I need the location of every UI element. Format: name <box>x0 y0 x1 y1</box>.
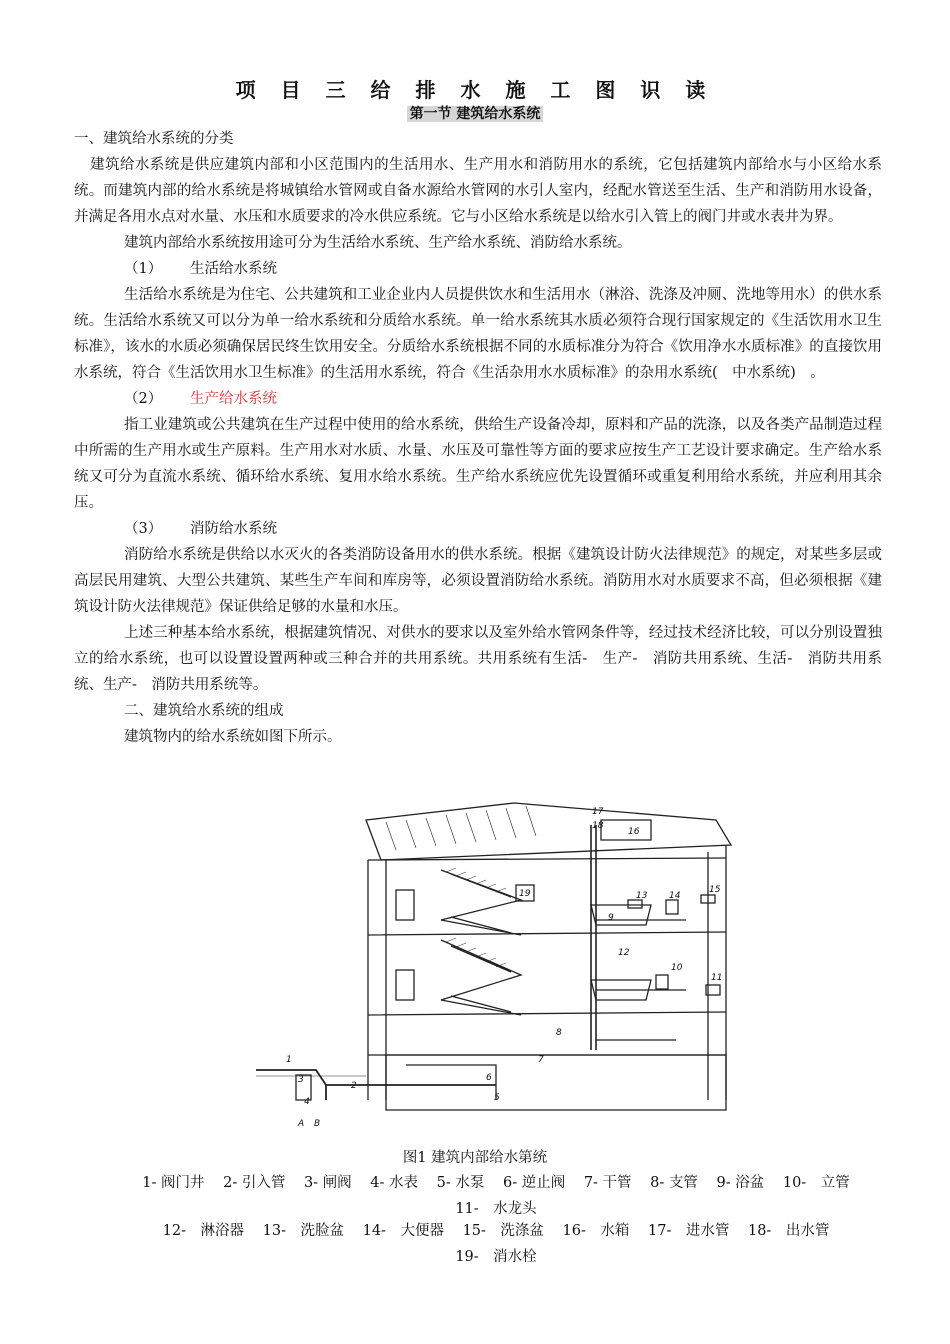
legend-item: 7- 干管 <box>583 1175 632 1191</box>
section-subtitle-text: 第一节 建筑给水系统 <box>407 106 544 122</box>
document-title: 项 目 三 给 排 水 施 工 图 识 读 <box>235 78 715 102</box>
label-14: 14 <box>669 891 681 901</box>
paragraph-classification: 建筑内部给水系统按用途可分为生活给水系统、生产给水系统、消防给水系统。 <box>124 235 632 251</box>
section-heading-1: 一、建筑给水系统的分类 <box>74 131 234 147</box>
label-3: 3 <box>298 1075 304 1085</box>
staircase-lower <box>441 940 521 1015</box>
label-4: 4 <box>304 1097 310 1107</box>
legend-item: 14- 大便器 <box>362 1223 444 1239</box>
label-8: 8 <box>556 1028 562 1038</box>
subheading-3 <box>74 516 882 542</box>
label-A: A <box>298 1119 305 1129</box>
legend-item: 3- 闸阀 <box>303 1175 352 1191</box>
subheading-1 <box>74 256 882 282</box>
legend-item: 8- 支管 <box>650 1175 698 1191</box>
subheading-1-title: 生活给水系统 <box>190 261 277 277</box>
subheading-3-number: （3） <box>124 521 163 537</box>
paragraph-intro: 建筑给水系统是供应建筑内部和小区范围内的生活用水、生产用水和消防用水的系统，它包括建筑内部给水与小区给水系统。而建筑内部的给水系统是将城镇给水管网或自备水源给水管网的水引人室内，经配水管送至生活、生产和消防用水设备，并满足各用水点对水量、水压和水质要求的冷水供应系统。它与小区给水系统是以给水引入管上的阀门井或水表井为界。 <box>74 157 882 225</box>
figure-legend-line-1 <box>118 1170 888 1222</box>
body-text <box>74 126 882 750</box>
legend-item: 15- 洗涤盆 <box>462 1223 544 1239</box>
floor-lines <box>368 858 726 1055</box>
label-18: 18 <box>592 821 604 831</box>
subheading-3-title: 消防给水系统 <box>190 521 277 537</box>
legend-item: 11- 水龙头 <box>455 1201 537 1217</box>
subheading-2-number: （2） <box>124 391 163 407</box>
legend-item: 1- 阀门井 <box>142 1175 205 1191</box>
legend-item: 18- 出水管 <box>747 1223 830 1239</box>
label-6: 6 <box>486 1073 492 1083</box>
paragraph-fire-water: 消防给水系统是供给以水灭火的各类消防设备用水的供水系统。根据《建筑设计防火法律规范》的规定，对某些多层或高层民用建筑、大型公共建筑、某些生产车间和库房等，必须设置消防给水系统。消防用水对水质要求不高，但必须根据《建筑设计防火法律规范》保证供给足够的水量和水压。 <box>74 547 882 615</box>
label-B: B <box>314 1119 321 1129</box>
legend-item: 17- 进水管 <box>648 1223 730 1239</box>
figure-legend-line-2 <box>118 1218 888 1270</box>
label-12: 12 <box>618 948 630 958</box>
label-7: 7 <box>538 1055 544 1065</box>
subheading-1-number: （1） <box>124 261 163 277</box>
window-lower <box>396 970 414 1000</box>
label-11: 11 <box>711 973 723 983</box>
legend-item: 4- 水表 <box>370 1175 419 1191</box>
water-supply-line <box>256 1070 496 1100</box>
label-10: 10 <box>671 963 683 973</box>
paragraph-living-water: 生活给水系统是为住宅、公共建筑和工业企业内人员提供饮水和生活用水（淋浴、洗涤及冲厕、洗地等用水）的供水系统。生活给水系统又可以分为单一给水系统和分质给水系统。单一给水系统其水质必须符合现行国家规定的《生活饮用水卫生标准》，该水的水质必须确保居民终生饮用安全。分质给水系统根据不同的水质标准分为符合《饮用净水水质标准》的直接饮用水系统，符合《生活饮用水卫生标准》的生活用水系统，符合《生活杂用水水质标准》的杂用水系统( 中水系统) 。 <box>74 287 882 381</box>
window-upper <box>396 890 414 920</box>
legend-item: 9- 浴盆 <box>716 1175 765 1191</box>
label-19: 19 <box>519 889 531 899</box>
legend-item: 5- 水泵 <box>436 1175 485 1191</box>
label-1: 1 <box>286 1055 292 1065</box>
subheading-2-title: 生产给水系统 <box>190 391 277 407</box>
washbasin-upper <box>628 900 642 908</box>
roof-hatching <box>386 806 536 850</box>
legend-item: 10- 立管 <box>782 1175 850 1191</box>
figure-caption: 图1 建筑内部给水第统 <box>402 1150 548 1166</box>
section-subtitle <box>0 103 950 123</box>
paragraph-combined-systems: 上述三种基本给水系统，根据建筑情况、对供水的要求以及室外给水管网条件等，经过技术经济比较，可以分别设置独立的给水系统，也可以设置设置两种或三种合并的共用系统。共用系统有生活- 生产- 消防共用系统、生活- 消防共用系统、生产- 消防共用系统等。 <box>74 625 882 693</box>
staircase-upper <box>441 870 521 935</box>
label-13: 13 <box>636 891 648 901</box>
legend-item: 2- 引入管 <box>223 1175 286 1191</box>
building-left-wall <box>368 860 386 1100</box>
section-heading-2: 二、建筑给水系统的组成 <box>124 703 284 719</box>
legend-item: 13- 洗脸盆 <box>262 1223 344 1239</box>
roof-outline <box>366 803 731 860</box>
label-2: 2 <box>351 1081 357 1091</box>
label-15: 15 <box>709 885 721 895</box>
label-17: 17 <box>592 807 604 817</box>
label-5: 5 <box>494 1093 500 1103</box>
basement-outline <box>386 1055 726 1110</box>
water-tank <box>601 820 651 840</box>
toilet-upper <box>666 900 678 914</box>
label-16: 16 <box>628 827 640 837</box>
label-9: 9 <box>608 913 614 923</box>
building-water-supply-diagram <box>256 800 736 1130</box>
legend-item: 12- 淋浴器 <box>162 1223 245 1239</box>
legend-item: 6- 逆止阀 <box>502 1175 566 1191</box>
paragraph-production-water: 指工业建筑或公共建筑在生产过程中使用的给水系统，供给生产设备冷却，原料和产品的洗涤，以及各类产品制造过程中所需的生产用水或生产原料。生产用水对水质、水量、水压及可靠性等方面的要求应按生产工艺设计要求确定。生产给水系统又可分为直流水系统、循环给水系统、复用水给水系统。生产给水系统应优先设置循环或重复利用给水系统，并应利用其余压。 <box>74 417 882 511</box>
legend-item: 19- 消水栓 <box>455 1249 537 1265</box>
subheading-2 <box>74 386 882 412</box>
legend-item: 16- 水箱 <box>562 1223 630 1239</box>
toilet-lower <box>656 975 668 989</box>
paragraph-figure-intro: 建筑物内的给水系统如图下所示。 <box>124 729 342 745</box>
